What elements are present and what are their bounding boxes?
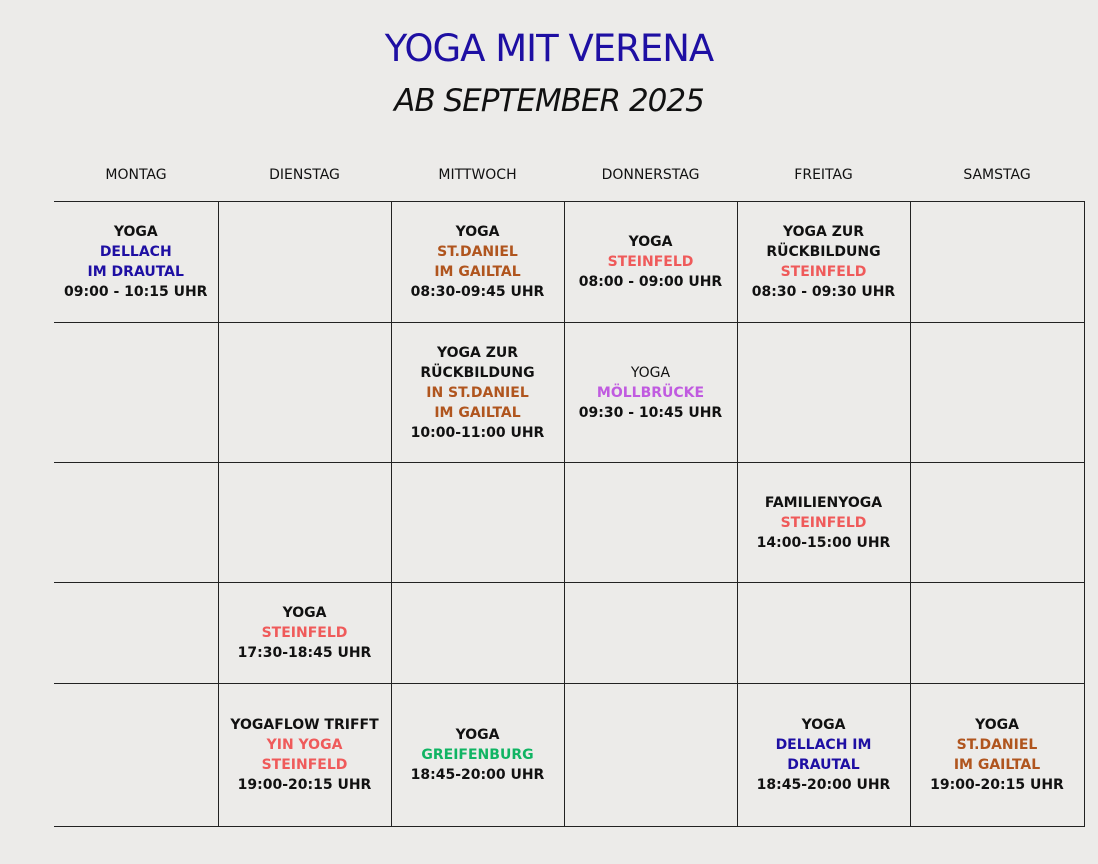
class-info-line: YOGA: [975, 717, 1019, 733]
schedule-table: [54, 201, 1085, 827]
class-info-line: FAMILIENYOGA: [764, 494, 883, 511]
class-info-line: 19:00-20:15 UHR: [237, 777, 372, 793]
class-info-line: 19:00-20:15 UHR: [930, 777, 1064, 793]
schedule-cell-monday: [54, 202, 218, 323]
class-info-line: 10:00-11:00 UHR: [410, 424, 545, 441]
page-title: YOGA MIT VERENA: [384, 27, 714, 70]
schedule-cell-thursday: [564, 463, 737, 583]
weekday-thursday: DONNERSTAG: [601, 167, 700, 183]
schedule-cell-tuesday: [218, 684, 391, 827]
class-info-line: YIN YOGA: [266, 737, 343, 753]
class-info-line: DRAUTAL: [787, 757, 860, 773]
class-info-line: YOGA: [630, 364, 671, 381]
class-info-line: STEINFELD: [780, 514, 867, 531]
class-info-line: YOGA: [455, 224, 500, 240]
schedule-cell-wednesday: [391, 323, 564, 463]
class-info-line: 14:00-15:00 UHR: [756, 534, 891, 551]
class-info-line: ST.DANIEL: [956, 737, 1038, 753]
schedule-cell-monday: [54, 323, 218, 463]
class-info-line: MÖLLBRÜCKE: [596, 384, 705, 401]
class-info-line: 09:00 - 10:15 UHR: [64, 284, 208, 300]
class-info-line: 08:30-09:45 UHR: [410, 284, 545, 300]
schedule-cell-saturday: [910, 583, 1084, 684]
class-info-line: 18:45-20:00 UHR: [410, 767, 545, 783]
schedule-cell-wednesday: [391, 463, 564, 583]
class-info-line: IM DRAUTAL: [87, 264, 184, 280]
schedule-row: [54, 463, 1084, 583]
class-info-line: STEINFELD: [607, 254, 694, 270]
class-info-line: DELLACH: [99, 244, 172, 260]
class-info-line: 18:45-20:00 UHR: [756, 777, 891, 793]
schedule-cell-thursday: [564, 323, 737, 463]
schedule-cell-thursday: [564, 202, 737, 323]
schedule-cell-friday: [737, 323, 910, 463]
class-info-line: YOGA: [113, 224, 158, 240]
schedule-cell-wednesday: [391, 202, 564, 323]
class-info-line: YOGA: [455, 727, 500, 743]
schedule-row: [54, 684, 1084, 827]
schedule-cell-wednesday: [391, 583, 564, 684]
class-info-line: DELLACH IM: [775, 737, 872, 753]
weekday-wednesday: MITTWOCH: [438, 167, 517, 183]
weekday-header: [54, 162, 1084, 188]
class-info-line: 09:30 - 10:45 UHR: [578, 404, 723, 421]
schedule-cell-friday: [737, 202, 910, 323]
schedule-row: [54, 202, 1084, 323]
class-info-line: YOGA: [282, 605, 327, 621]
class-info-line: 08:30 - 09:30 UHR: [751, 284, 896, 300]
schedule-cell-tuesday: [218, 463, 391, 583]
schedule-cell-wednesday: [391, 684, 564, 827]
schedule-row: [54, 323, 1084, 463]
schedule-cell-friday: [737, 463, 910, 583]
weekday-friday: FREITAG: [794, 167, 853, 183]
class-info-line: 08:00 - 09:00 UHR: [578, 274, 723, 290]
schedule-cell-monday: [54, 463, 218, 583]
weekday-monday: MONTAG: [105, 167, 167, 183]
class-info-line: IM GAILTAL: [953, 757, 1041, 773]
class-info-line: RÜCKBILDUNG: [766, 244, 881, 260]
schedule-cell-tuesday: [218, 323, 391, 463]
class-info-line: YOGA ZUR: [782, 224, 865, 240]
weekday-saturday: SAMSTAG: [963, 167, 1031, 183]
schedule-cell-friday: [737, 583, 910, 684]
schedule-cell-tuesday: [218, 583, 391, 684]
schedule-cell-saturday: [910, 684, 1084, 827]
class-info-line: STEINFELD: [780, 264, 867, 280]
schedule-cell-saturday: [910, 463, 1084, 583]
class-info-line: GREIFENBURG: [421, 747, 534, 763]
schedule-cell-saturday: [910, 323, 1084, 463]
schedule-cell-friday: [737, 684, 910, 827]
schedule-cell-thursday: [564, 684, 737, 827]
page-subtitle: AB SEPTEMBER 2025: [394, 83, 704, 119]
schedule-cell-saturday: [910, 202, 1084, 323]
weekday-tuesday: DIENSTAG: [269, 167, 340, 183]
class-info-line: IM GAILTAL: [434, 264, 521, 280]
schedule-cell-thursday: [564, 583, 737, 684]
schedule-row: [54, 583, 1084, 684]
class-info-line: IN ST.DANIEL: [426, 384, 529, 401]
class-info-line: IM GAILTAL: [434, 404, 521, 421]
class-info-line: RÜCKBILDUNG: [420, 364, 535, 381]
class-info-line: STEINFELD: [261, 757, 348, 773]
class-info-line: YOGAFLOW TRIFFT: [230, 717, 379, 733]
class-info-line: YOGA ZUR: [436, 344, 519, 361]
class-info-line: YOGA: [628, 234, 673, 250]
class-info-line: 17:30-18:45 UHR: [237, 645, 372, 661]
class-info-line: YOGA: [801, 717, 846, 733]
schedule-cell-monday: [54, 583, 218, 684]
schedule-cell-monday: [54, 684, 218, 827]
schedule-cell-tuesday: [218, 202, 391, 323]
class-info-line: STEINFELD: [261, 625, 348, 641]
class-info-line: ST.DANIEL: [437, 244, 518, 260]
